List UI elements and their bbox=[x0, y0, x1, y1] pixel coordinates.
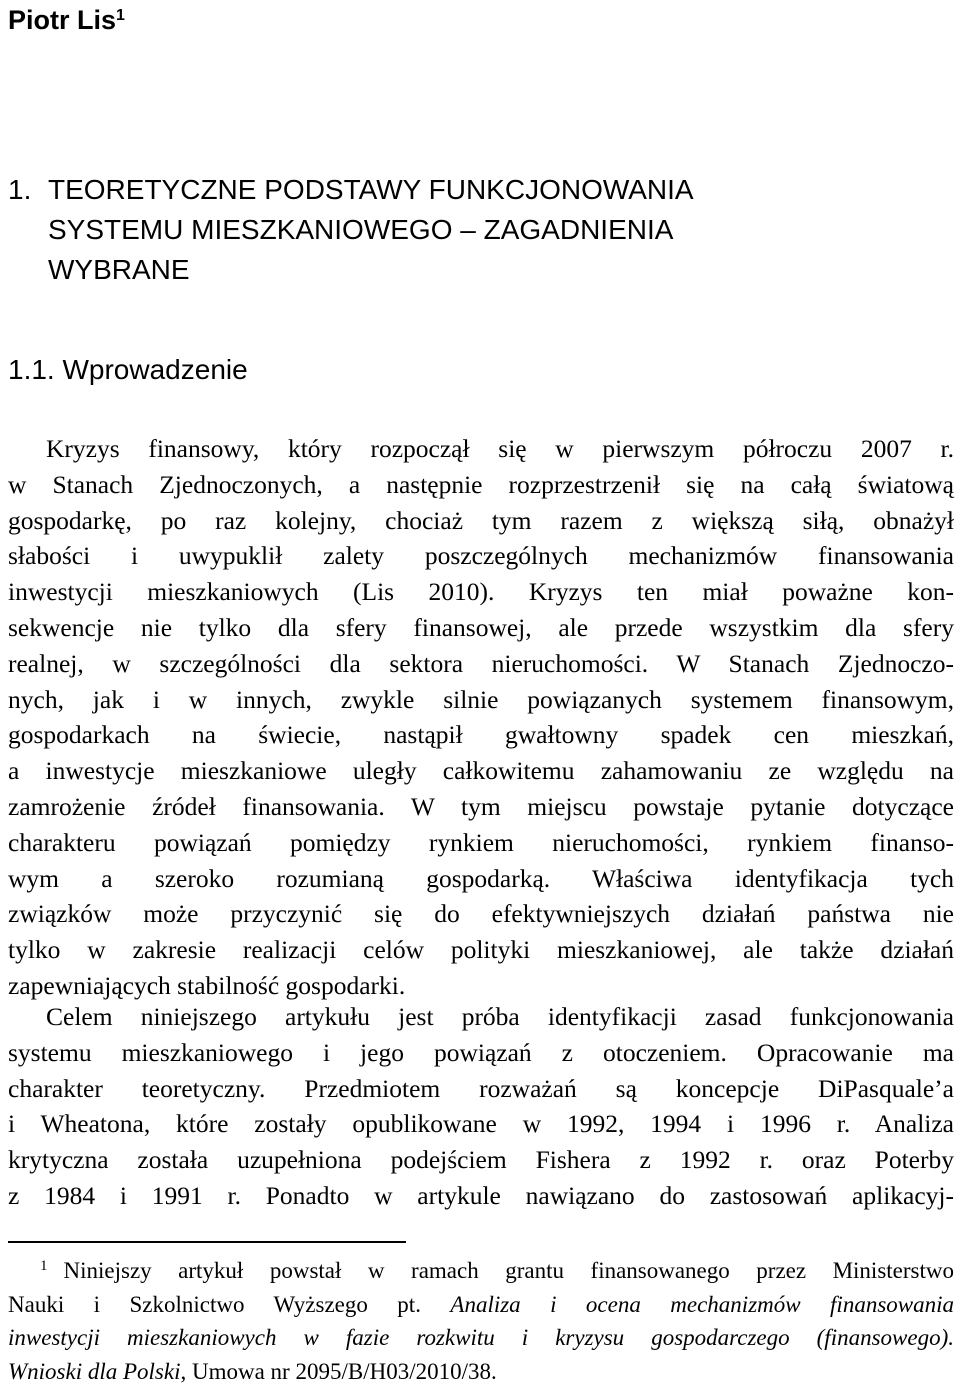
paragraph-1 bbox=[8, 431, 954, 1004]
author-name bbox=[8, 0, 125, 40]
text-line: z 1984 i 1991 r. Ponadto w artykule nawiązano do zastosowań aplikacyj- bbox=[8, 1180, 954, 1210]
text-line: słabości i uwypuklił zalety poszczególnych mechanizmów finansowania bbox=[8, 541, 954, 571]
footnote-line-2-plain: Nauki i Szkolnictwo Wyższego pt. bbox=[8, 1291, 451, 1317]
text-line: i Wheatona, które zostały opublikowane w 1992, 1994 i 1996 r. Analiza bbox=[8, 1109, 954, 1139]
text-line: nych, jak i w innych, zwykle silnie powiązanych systemem finansowym, bbox=[8, 684, 954, 714]
footnote-line-2-italic: Analiza i ocena mechanizmów finansowania bbox=[450, 1291, 954, 1317]
text-line: zamrożenie źródeł finansowania. W tym miejscu powstaje pytanie dotyczące bbox=[8, 791, 954, 821]
text-line: Celem niniejszego artykułu jest próba identyfikacji zasad funkcjonowania bbox=[46, 1002, 954, 1031]
text-line: zapewniających stabilność gospodarki. bbox=[8, 970, 406, 1000]
footnote-line-1: Niniejszy artykuł powstał w ramach grantu finansowanego przez Ministerstwo bbox=[63, 1258, 954, 1283]
text-line: inwestycji mieszkaniowych (Lis 2010). Kryzys ten miał poważne kon- bbox=[8, 577, 954, 607]
section-number: 1.1. bbox=[8, 354, 55, 385]
footnote-line-3: inwestycji mieszkaniowych w fazie rozkwitu i kryzysu gospodarczego (finansowego). bbox=[8, 1325, 954, 1350]
chapter-title-line-2: SYSTEMU MIESZKANIOWEGO – ZAGADNIENIA bbox=[48, 214, 674, 245]
text-line: wym a szeroko rozumianą gospodarką. Właściwa identyfikacja tych bbox=[8, 863, 954, 893]
text-line: tylko w zakresie realizacji celów polityki mieszkaniowej, ale także działań bbox=[8, 935, 954, 965]
section-title: Wprowadzenie bbox=[62, 354, 248, 385]
footnote-separator bbox=[8, 1241, 406, 1243]
chapter-title-line-1: TEORETYCZNE PODSTAWY FUNKCJONOWANIA bbox=[48, 174, 694, 205]
text-line: krytyczna została uzupełniona podejściem Fishera z 1992 r. oraz Poterby bbox=[8, 1145, 954, 1175]
chapter-title-line-3: WYBRANE bbox=[48, 254, 190, 285]
paragraph-2 bbox=[8, 999, 954, 1214]
chapter-heading bbox=[8, 170, 948, 290]
footnote-mark: 1 bbox=[40, 1258, 48, 1274]
author-name-text: Piotr Lis bbox=[8, 5, 117, 35]
text-line: związków może przyczynić się do efektywniejszych działań państwa nie bbox=[8, 899, 954, 929]
chapter-number: 1. bbox=[8, 174, 32, 205]
text-line: gospodarkę, po raz kolejny, chociaż tym razem z większą siłą, obnażył bbox=[8, 505, 954, 535]
text-line: Kryzys finansowy, który rozpoczął się w pierwszym półroczu 2007 r. bbox=[46, 434, 954, 463]
text-line: gospodarkach na świecie, nastąpił gwałtowny spadek cen mieszkań, bbox=[8, 720, 954, 750]
footnote-line-4-italic: Wnioski dla Polski bbox=[8, 1358, 181, 1384]
footnote bbox=[8, 1254, 954, 1388]
text-line: charakteru powiązań pomiędzy rynkiem nieruchomości, rynkiem finanso- bbox=[8, 827, 954, 857]
footnote-line-4-plain: , Umowa nr 2095/B/H03/2010/38. bbox=[180, 1358, 497, 1384]
section-heading bbox=[8, 350, 248, 390]
text-line: realnej, w szczególności dla sektora nieruchomości. W Stanach Zjednoczo- bbox=[8, 648, 954, 678]
text-line: charakter teoretyczny. Przedmiotem rozważań są koncepcje DiPasquale’a bbox=[8, 1073, 954, 1103]
text-line: systemu mieszkaniowego i jego powiązań z otoczeniem. Opracowanie ma bbox=[8, 1037, 954, 1067]
text-line: w Stanach Zjednoczonych, a następnie rozprzestrzenił się na całą światową bbox=[8, 469, 954, 499]
text-line: a inwestycje mieszkaniowe uległy całkowitemu zahamowaniu ze względu na bbox=[8, 756, 954, 786]
text-line: sekwencje nie tylko dla sfery finansowej, ale przede wszystkim dla sfery bbox=[8, 612, 954, 642]
author-footnote-ref: 1 bbox=[116, 7, 125, 24]
